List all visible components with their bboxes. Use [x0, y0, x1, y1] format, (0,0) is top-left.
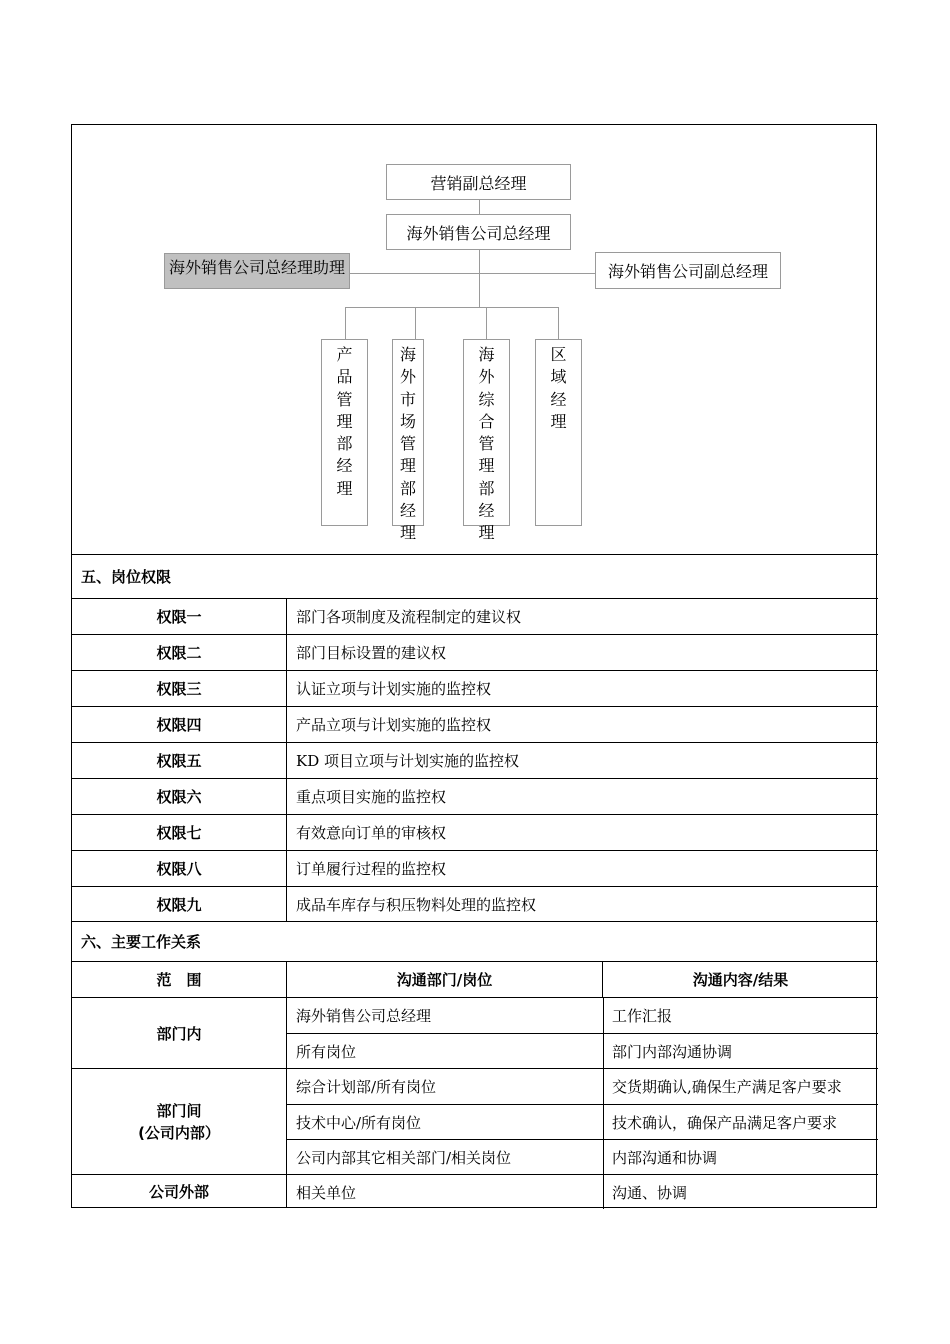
permission-value: KD 项目立项与计划实施的监控权 [296, 752, 520, 770]
job-description-sheet [71, 124, 877, 1208]
connector-line [415, 307, 416, 340]
permission-row [72, 850, 878, 886]
section6-title-row [72, 921, 878, 961]
section5-title-row [72, 554, 878, 598]
connector-line [350, 273, 595, 274]
org-box-regional-manager [535, 339, 582, 526]
relations-header-row [72, 961, 878, 997]
org-box-label: 海外销售公司副总经理 [607, 262, 768, 281]
connector-line [345, 307, 346, 340]
content-cell: 工作汇报 [612, 1007, 673, 1025]
permission-value: 认证立项与计划实施的监控权 [296, 680, 492, 698]
org-box-label: 海外市场管理部经理 [399, 345, 416, 543]
org-box-label: 营销副总经理 [430, 173, 527, 193]
connector-line [558, 307, 559, 340]
scope-sublabel: (公司内部） [138, 1123, 220, 1142]
permission-row [72, 742, 878, 778]
section-title: 六、主要工作关系 [81, 933, 202, 951]
dept-cell: 综合计划部/所有岗位 [296, 1078, 437, 1096]
dept-cell: 公司内部其它相关部门/相关岗位 [296, 1149, 512, 1167]
permission-label: 权限二 [72, 635, 287, 670]
org-box-label: 产品管理部经理 [336, 345, 353, 498]
connector-line [345, 307, 559, 308]
permission-value: 部门目标设置的建议权 [296, 644, 447, 662]
connector-line [479, 250, 480, 307]
permission-value: 重点项目实施的监控权 [296, 788, 447, 806]
org-box-product-manager [321, 339, 368, 526]
content-cell: 交货期确认,确保生产满足客户要求 [612, 1078, 842, 1096]
permission-row [72, 886, 878, 921]
permission-value: 成品车库存与积压物料处理的监控权 [296, 895, 537, 914]
permission-value: 有效意向订单的审核权 [296, 824, 447, 842]
scope-label: 部门内 [156, 1024, 202, 1043]
content-cell: 内部沟通和协调 [612, 1149, 718, 1167]
scope-cell [72, 998, 287, 1068]
permission-label: 权限六 [72, 779, 287, 814]
scope-cell [72, 1175, 287, 1208]
permission-label: 权限五 [72, 743, 287, 778]
scope-cell [72, 1069, 287, 1174]
connector-line [479, 199, 480, 215]
column-header-content: 沟通内容/结果 [692, 971, 789, 989]
section-title: 五、岗位权限 [81, 568, 172, 586]
relations-group [72, 1068, 878, 1174]
org-box-label: 海外综合管理部经理 [478, 345, 495, 543]
column-header-dept: 沟通部门/岗位 [287, 962, 603, 997]
permission-row [72, 598, 878, 634]
permission-row [72, 670, 878, 706]
dept-cell: 相关单位 [296, 1183, 357, 1202]
permission-label: 权限七 [72, 815, 287, 850]
org-box-label: 区域经理 [550, 345, 567, 431]
permission-label: 权限一 [72, 599, 287, 634]
org-box-overseas-admin-manager [463, 339, 510, 543]
content-cell: 技术确认，确保产品满足客户要求 [612, 1113, 838, 1132]
org-box-label: 海外销售公司总经理 [406, 223, 551, 243]
scope-label: 部门间 [156, 1101, 202, 1120]
dept-cell: 海外销售公司总经理 [296, 1007, 432, 1025]
org-box-gm-assistant [164, 253, 350, 289]
scope-label: 公司外部 [148, 1183, 209, 1201]
row-divider [287, 1033, 878, 1034]
content-cell: 部门内部沟通协调 [612, 1043, 733, 1061]
org-box-marketing-vp [386, 164, 571, 200]
permission-label: 权限八 [72, 851, 287, 886]
permission-row [72, 706, 878, 742]
org-chart [72, 125, 878, 554]
dept-cell: 所有岗位 [296, 1043, 357, 1061]
org-box-deputy-gm [595, 252, 781, 289]
org-box-overseas-market-manager [392, 339, 424, 543]
dept-cell: 技术中心/所有岗位 [296, 1113, 422, 1132]
relations-group [72, 1174, 878, 1208]
permission-row [72, 778, 878, 814]
org-box-label: 海外销售公司总经理助理 [169, 258, 346, 277]
permission-value: 订单履行过程的监控权 [296, 860, 447, 878]
permission-value: 产品立项与计划实施的监控权 [296, 716, 492, 734]
org-box-general-manager [386, 214, 571, 250]
column-header-scope: 范 围 [72, 962, 287, 997]
permission-row [72, 634, 878, 670]
permission-row [72, 814, 878, 850]
connector-line [486, 307, 487, 340]
permission-label: 权限三 [72, 671, 287, 706]
permission-value: 部门各项制度及流程制定的建议权 [296, 608, 522, 626]
permission-label: 权限九 [72, 887, 287, 921]
relations-group [72, 997, 878, 1068]
permission-label: 权限四 [72, 707, 287, 742]
content-cell: 沟通、协调 [612, 1183, 688, 1202]
